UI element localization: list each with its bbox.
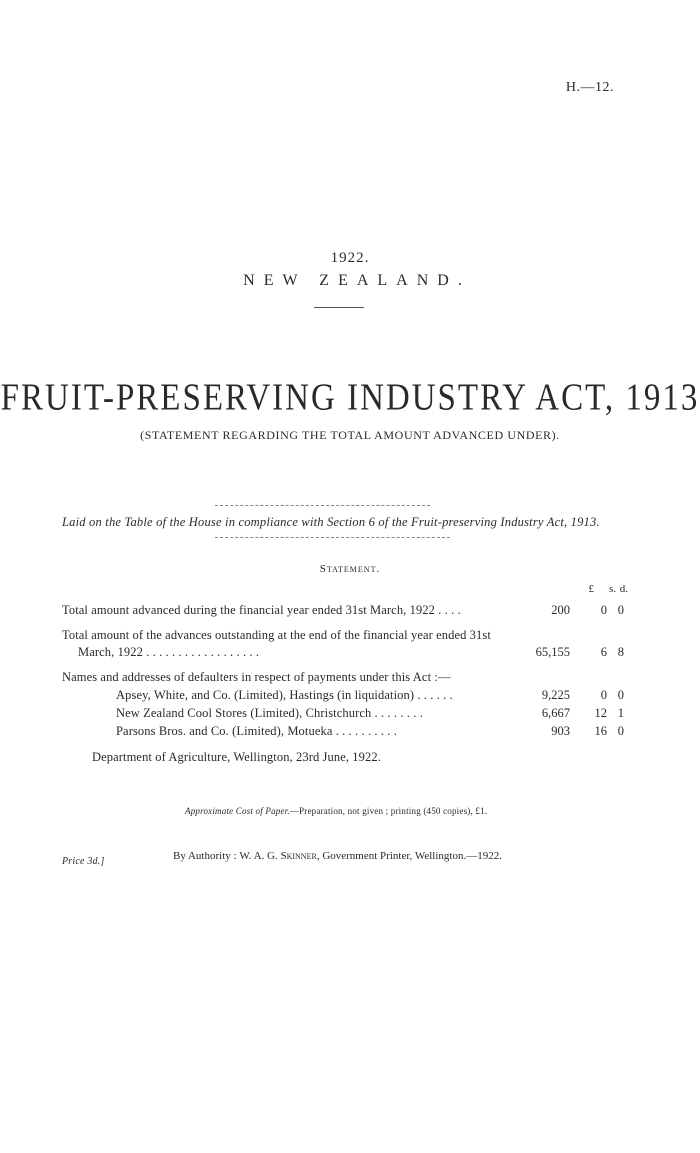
amount-pounds: 6,667 [541,706,570,720]
amount-pence: 0 [617,603,624,617]
authority-suffix: , Government Printer, Wellington.—1922. [316,850,502,862]
row-amount [0,688,700,704]
amount-pence: 1 [617,706,624,720]
laid-rule-bottom [215,537,450,538]
amount-pounds: 9,225 [541,688,570,702]
year-heading: 1922. [330,250,370,266]
paper-cost-label: Approximate Cost of Paper. [185,806,290,816]
statement-row: Total amount of the advances outstanding at the end of the financial year ended 31st [62,628,491,642]
shillings-heading: s. [608,583,616,595]
amount-pounds: 903 [551,724,570,738]
authority-prefix: By Authority : [173,850,237,862]
amount-pence: 0 [617,724,624,738]
amount-shillings: 16 [594,724,607,738]
pence-heading: d. [619,583,628,595]
amount-pounds: 200 [551,603,570,617]
pounds-heading: £ [588,583,594,595]
act-subtitle: (STATEMENT REGARDING THE TOTAL AMOUNT ADVANCED UNDER). [140,428,560,442]
paper-cost-text: —Preparation, not given ; printing (450 copies), £1. [289,806,488,816]
act-title: FRUIT-PRESERVING INDUSTRY ACT, 1913 [0,377,700,419]
statement-row: Apsey, White, and Co. (Limited), Hastings (in liquidation) . . . . . . [116,688,453,702]
amount-shillings: 0 [600,603,607,617]
amount-pence: 0 [617,688,624,702]
document-reference: H.—12. [565,80,614,95]
laid-on-table-note: Laid on the Table of the House in compliance with Section 6 of the Fruit-preserving Industry Act, 1913. [62,515,600,529]
amount-pence: 8 [617,645,624,659]
statement-row: Names and addresses of defaulters in respect of payments under this Act :— [62,670,451,684]
paper-cost-note [185,806,487,816]
column-headings [0,583,700,597]
amount-shillings: 12 [594,706,607,720]
amount-shillings: 0 [600,688,607,702]
amount-pounds: 65,155 [535,645,570,659]
row-amount [0,724,700,740]
row-amount [0,645,700,661]
statement-row: New Zealand Cool Stores (Limited), Christchurch . . . . . . . . [116,706,423,720]
statement-row: Total amount advanced during the financial year ended 31st March, 1922 . . . . [62,603,461,617]
price-note: Price 3d.] [62,856,105,867]
row-amount [0,706,700,722]
amount-shillings: 6 [600,645,607,659]
statement-heading: Statement. [319,563,381,575]
statement-signoff: Department of Agriculture, Wellington, 23rd June, 1922. [92,750,381,764]
statement-row: March, 1922 . . . . . . . . . . . . . . . . . . [78,645,260,659]
authority-line [173,850,502,862]
country-heading: NEW ZEALAND. [243,272,471,289]
row-amount [0,603,700,619]
printer-name: W. A. G. Skinner [239,850,317,862]
masthead-rule [314,307,364,308]
laid-rule-top [215,505,430,506]
statement-row: Parsons Bros. and Co. (Limited), Motueka . . . . . . . . . . [116,724,397,738]
